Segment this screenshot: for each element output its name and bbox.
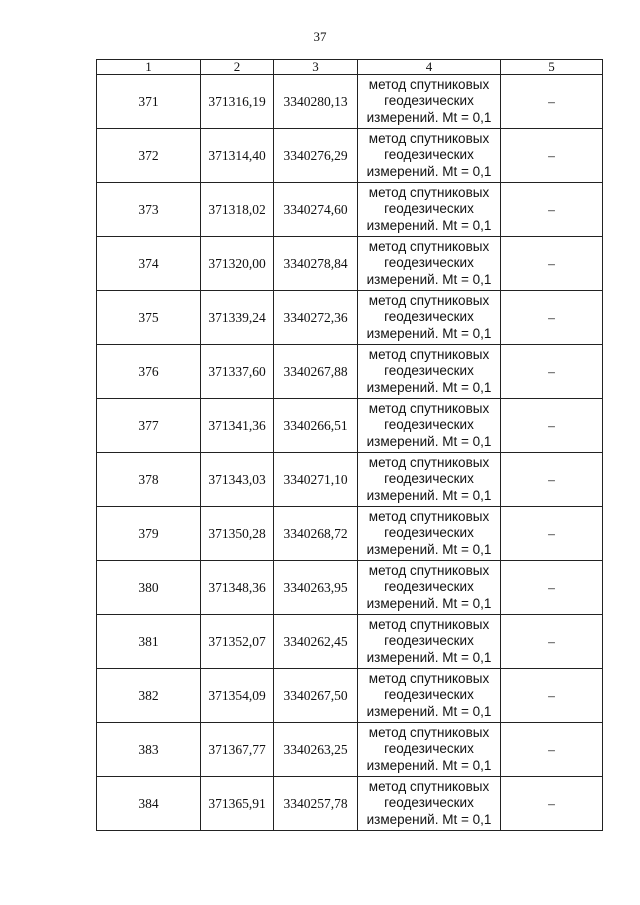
method-line: метод спутниковых <box>368 130 490 146</box>
page-number: 37 <box>313 29 327 44</box>
note-value: – <box>501 399 603 453</box>
coordinate-x: 371337,60 <box>201 345 274 399</box>
coordinate-y: 3340271,10 <box>274 453 358 507</box>
method-line: измерений. Mt = 0,1 <box>366 541 492 557</box>
method-line: метод спутниковых <box>368 184 490 200</box>
coordinate-x: 371348,36 <box>201 561 274 615</box>
coordinate-x: 371316,19 <box>201 75 274 129</box>
method-description <box>358 345 501 399</box>
note-value: – <box>501 507 603 561</box>
method-description <box>358 291 501 345</box>
coordinate-x: 371367,77 <box>201 723 274 777</box>
header-row <box>97 60 603 75</box>
method-line: измерений. Mt = 0,1 <box>366 433 492 449</box>
method-description <box>358 399 501 453</box>
method-line: метод спутниковых <box>368 346 490 362</box>
method-line: метод спутниковых <box>368 454 490 470</box>
method-line: геодезических <box>384 363 474 379</box>
header-col-4: 4 <box>358 60 501 75</box>
table-header <box>97 60 603 75</box>
table-row <box>97 561 603 615</box>
table-row <box>97 507 603 561</box>
note-value: – <box>501 561 603 615</box>
table-row <box>97 669 603 723</box>
method-line: метод спутниковых <box>368 562 490 578</box>
point-number: 371 <box>97 75 201 129</box>
method-line: геодезических <box>384 201 474 217</box>
method-line: геодезических <box>384 687 474 703</box>
table-row <box>97 291 603 345</box>
note-value: – <box>501 129 603 183</box>
coordinates-table <box>96 59 603 831</box>
point-number: 374 <box>97 237 201 291</box>
coordinate-y: 3340280,13 <box>274 75 358 129</box>
note-value: – <box>501 75 603 129</box>
coordinate-y: 3340257,78 <box>274 777 358 831</box>
method-description <box>358 507 501 561</box>
note-value: – <box>501 777 603 831</box>
coordinate-y: 3340262,45 <box>274 615 358 669</box>
method-line: метод спутниковых <box>368 400 490 416</box>
point-number: 381 <box>97 615 201 669</box>
header-col-1: 1 <box>97 60 201 75</box>
table-row <box>97 777 603 831</box>
method-line: измерений. Mt = 0,1 <box>366 379 492 395</box>
method-line: геодезических <box>384 93 474 109</box>
coordinate-y: 3340276,29 <box>274 129 358 183</box>
table-row <box>97 183 603 237</box>
method-line: геодезических <box>384 633 474 649</box>
coordinate-x: 371365,91 <box>201 777 274 831</box>
method-line: измерений. Mt = 0,1 <box>366 757 492 773</box>
method-description <box>358 183 501 237</box>
point-number: 373 <box>97 183 201 237</box>
note-value: – <box>501 237 603 291</box>
coordinate-x: 371320,00 <box>201 237 274 291</box>
method-line: измерений. Mt = 0,1 <box>366 109 492 125</box>
method-line: метод спутниковых <box>368 616 490 632</box>
note-value: – <box>501 669 603 723</box>
method-description <box>358 723 501 777</box>
method-line: метод спутниковых <box>368 778 490 794</box>
point-number: 372 <box>97 129 201 183</box>
method-line: геодезических <box>384 471 474 487</box>
coordinate-x: 371350,28 <box>201 507 274 561</box>
coordinate-y: 3340272,36 <box>274 291 358 345</box>
method-line: измерений. Mt = 0,1 <box>366 163 492 179</box>
method-line: измерений. Mt = 0,1 <box>366 217 492 233</box>
coordinate-x: 371341,36 <box>201 399 274 453</box>
note-value: – <box>501 183 603 237</box>
coordinate-x: 371339,24 <box>201 291 274 345</box>
method-description <box>358 777 501 831</box>
method-line: метод спутниковых <box>368 292 490 308</box>
coordinate-y: 3340263,25 <box>274 723 358 777</box>
method-line: геодезических <box>384 579 474 595</box>
method-line: геодезических <box>384 741 474 757</box>
method-line: метод спутниковых <box>368 724 490 740</box>
method-line: метод спутниковых <box>368 76 490 92</box>
method-line: измерений. Mt = 0,1 <box>366 811 492 827</box>
note-value: – <box>501 453 603 507</box>
method-line: измерений. Mt = 0,1 <box>366 325 492 341</box>
coordinate-x: 371354,09 <box>201 669 274 723</box>
method-line: геодезических <box>384 417 474 433</box>
method-line: измерений. Mt = 0,1 <box>366 649 492 665</box>
table-row <box>97 723 603 777</box>
note-value: – <box>501 723 603 777</box>
point-number: 379 <box>97 507 201 561</box>
table-row <box>97 453 603 507</box>
coordinate-y: 3340274,60 <box>274 183 358 237</box>
method-line: метод спутниковых <box>368 670 490 686</box>
method-line: геодезических <box>384 255 474 271</box>
header-col-5: 5 <box>501 60 603 75</box>
coordinate-y: 3340266,51 <box>274 399 358 453</box>
note-value: – <box>501 345 603 399</box>
method-line: метод спутниковых <box>368 238 490 254</box>
coordinate-x: 371352,07 <box>201 615 274 669</box>
point-number: 382 <box>97 669 201 723</box>
method-line: метод спутниковых <box>368 508 490 524</box>
method-line: измерений. Mt = 0,1 <box>366 271 492 287</box>
method-description <box>358 129 501 183</box>
table-body <box>97 75 603 831</box>
coordinate-y: 3340268,72 <box>274 507 358 561</box>
method-line: измерений. Mt = 0,1 <box>366 487 492 503</box>
table-row <box>97 615 603 669</box>
method-description <box>358 453 501 507</box>
table-row <box>97 237 603 291</box>
note-value: – <box>501 615 603 669</box>
table-row <box>97 399 603 453</box>
point-number: 378 <box>97 453 201 507</box>
method-description <box>358 615 501 669</box>
method-line: геодезических <box>384 525 474 541</box>
table-row <box>97 75 603 129</box>
point-number: 380 <box>97 561 201 615</box>
coordinate-y: 3340263,95 <box>274 561 358 615</box>
point-number: 376 <box>97 345 201 399</box>
point-number: 377 <box>97 399 201 453</box>
table-row <box>97 345 603 399</box>
method-description <box>358 561 501 615</box>
method-description <box>358 669 501 723</box>
method-line: измерений. Mt = 0,1 <box>366 703 492 719</box>
method-line: геодезических <box>384 309 474 325</box>
coordinate-y: 3340267,88 <box>274 345 358 399</box>
table-row <box>97 129 603 183</box>
coordinate-y: 3340278,84 <box>274 237 358 291</box>
note-value: – <box>501 291 603 345</box>
header-col-2: 2 <box>201 60 274 75</box>
method-description <box>358 237 501 291</box>
coordinate-x: 371343,03 <box>201 453 274 507</box>
coordinate-x: 371318,02 <box>201 183 274 237</box>
method-line: геодезических <box>384 147 474 163</box>
method-line: геодезических <box>384 795 474 811</box>
coordinate-y: 3340267,50 <box>274 669 358 723</box>
header-col-3: 3 <box>274 60 358 75</box>
coordinate-x: 371314,40 <box>201 129 274 183</box>
method-description <box>358 75 501 129</box>
point-number: 383 <box>97 723 201 777</box>
method-line: измерений. Mt = 0,1 <box>366 595 492 611</box>
point-number: 375 <box>97 291 201 345</box>
point-number: 384 <box>97 777 201 831</box>
